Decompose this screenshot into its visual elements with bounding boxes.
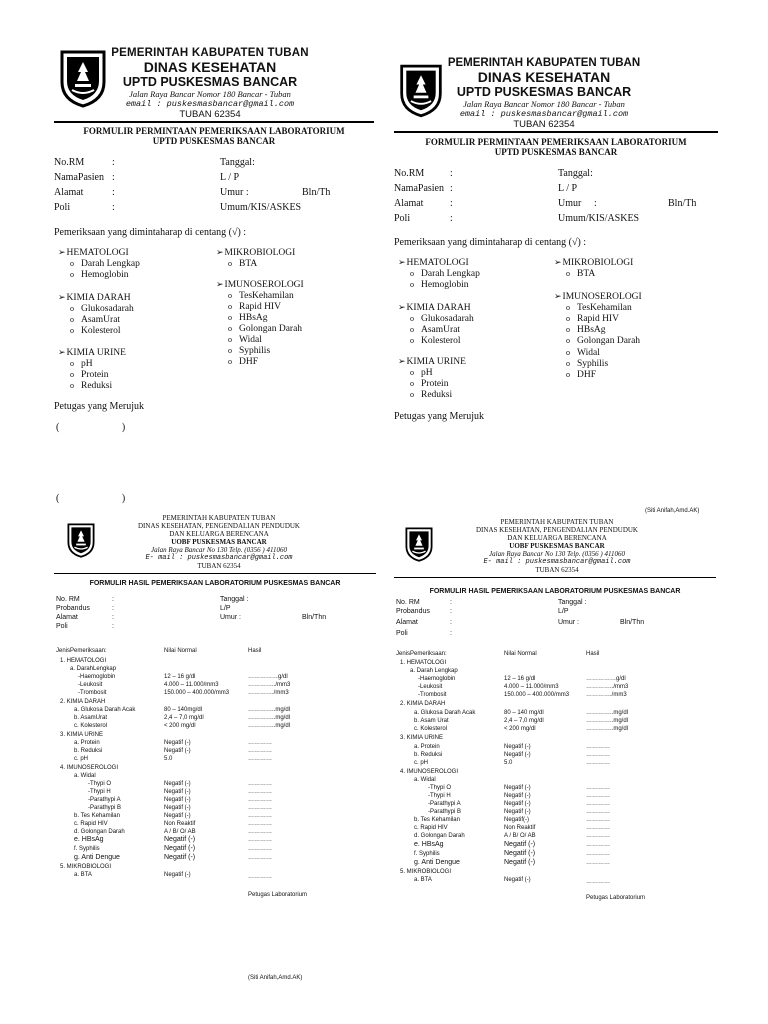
normal-leukosit: 4.000 – 11.000/mm3	[164, 682, 219, 688]
label-alamat: Alamat	[394, 198, 424, 209]
result-thypi-o: …………	[248, 781, 272, 787]
instruction-text: Pemeriksaan yang dimintaharap di centang (√) :	[394, 237, 587, 248]
regency-emblem-logo	[398, 62, 444, 123]
result-trombosit: …………./mm3	[248, 690, 289, 696]
poli-value: Umum/KIS/ASKES	[220, 202, 302, 213]
item-parathypi-a: -Parathypi A	[428, 801, 461, 807]
header-address: Jalan Raya Bancar No 130 Telp. (0356 ) 411060	[489, 550, 625, 558]
checkbox-kolesterol[interactable]: o Kolesterol	[410, 335, 461, 347]
item-asam-urat: b. Asam Urat	[414, 718, 449, 724]
label-umur: Umur :	[220, 187, 249, 198]
petugas-merujuk-label: Petugas yang Merujuk	[54, 401, 144, 412]
checkbox-hemoglobin[interactable]: o Hemoglobin	[70, 269, 129, 281]
item-rapid-hiv: c. Rapid HIV	[414, 825, 448, 831]
normal-haemoglobin: 12 – 16 g/dl	[504, 676, 536, 682]
header-dept: DINAS KESEHATAN, PENGENDALIAN PENDUDUK	[138, 522, 300, 530]
category-kimia-darah: ➢ KIMIA DARAH	[58, 292, 131, 304]
section-hematologi: 1. HEMATOLOGI	[400, 660, 447, 666]
checkbox-reduksi[interactable]: o Reduksi	[410, 389, 452, 401]
signer-name: (Siti Anifah,Amd.AK)	[248, 975, 303, 981]
header-address: Jalan Raya Bancar No 130 Telp. (0356 ) 411060	[151, 546, 287, 554]
result-syphilis: …………	[248, 846, 272, 852]
col-header-jenis: JenisPemeriksaan:	[56, 648, 107, 654]
result-asam-urat: …………..mg/dl	[586, 718, 629, 724]
category-imunoserologi: ➢ IMUNOSEROLOGI	[554, 291, 642, 303]
checkbox-dhf[interactable]: o DHF	[566, 369, 596, 381]
header-unit: UPTD PUSKESMAS BANCAR	[456, 85, 632, 99]
regency-emblem-logo	[66, 520, 96, 565]
header-divider	[394, 131, 718, 133]
header-dept: DINAS KESEHATAN, PENGENDALIAN PENDUDUK	[476, 526, 638, 534]
label-probandus: Probandus	[396, 608, 430, 615]
normal-rapid-hiv: Non Reaktif	[504, 825, 536, 831]
label-no-rm: No.RM	[394, 168, 425, 179]
result-anti-dengue: …………	[586, 860, 610, 866]
checkbox-hbsag[interactable]: o HBsAg	[566, 324, 606, 336]
petugas-laboratorium-label: Petugas Laboratorium	[586, 895, 646, 901]
label-tanggal: Tanggal:	[220, 157, 255, 168]
item-reduksi: b. Reduksi	[74, 748, 103, 754]
item-golongan-darah: d. Golongan Darah	[74, 829, 125, 835]
label-bln-thn: Bln/Thn	[620, 619, 645, 626]
result-bta: …………	[586, 879, 610, 885]
result-leukosit: …………../mm3	[586, 684, 629, 690]
result-ph: …………	[248, 756, 272, 762]
normal-anti-dengue: Negatif (-)	[164, 854, 196, 861]
category-kimia-urine: ➢ KIMIA URINE	[58, 347, 126, 359]
category-hematologi: ➢ HEMATOLOGI	[58, 247, 129, 259]
item-hbsag: e. HBsAg	[74, 836, 104, 843]
normal-rapid-hiv: Non Reaktif	[164, 821, 196, 827]
header-unit: UOBF PUSKESMAS BANCAR	[171, 538, 267, 546]
header-email: email : puskesmasbancar@gmail.com	[459, 109, 629, 119]
header-dept-cont: DAN KELUARGA BERENCANA	[507, 534, 607, 542]
label-no-rm: No.RM	[54, 157, 85, 168]
item-thypi-o: -Thypi O	[88, 781, 112, 787]
colon: :	[112, 157, 115, 168]
item-rapid-hiv: c. Rapid HIV	[74, 821, 108, 827]
header-gov: PEMERINTAH KABUPATEN TUBAN	[447, 57, 641, 69]
regency-emblem-logo	[58, 48, 108, 113]
col-header-normal: Nilai Normal	[164, 648, 197, 654]
item-asam-urat: b. AsamUrat	[74, 715, 108, 721]
result-parathypi-a: …………	[248, 797, 272, 803]
checkbox-protein[interactable]: o Protein	[70, 369, 108, 381]
item-darah-lengkap: a. Darah Lengkap	[410, 668, 458, 674]
checkbox-asamurat[interactable]: o AsamUrat	[70, 314, 120, 326]
item-trombosit: -Trombosit	[78, 690, 107, 696]
header-email: email : puskesmasbancar@gmail.com	[125, 99, 295, 109]
normal-syphilis: Negatif (-)	[164, 845, 196, 852]
normal-tes-kehamilan: Negatif(-)	[504, 817, 530, 823]
checkbox-bta[interactable]: o BTA	[566, 268, 595, 280]
header-gov: PEMERINTAH KABUPATEN TUBAN	[111, 47, 309, 59]
header-city: TUBAN 62354	[197, 562, 241, 570]
normal-asam-urat: 2,4 – 7,0 mg/dl	[504, 718, 544, 724]
normal-trombosit: 150.000 – 400.000/mm3	[164, 690, 230, 696]
normal-parathypi-b: Negatif (-)	[164, 805, 191, 811]
result-rapid-hiv: …………	[586, 825, 610, 831]
result-protein: …………	[586, 744, 610, 750]
checkbox-rapid-hiv[interactable]: o Rapid HIV	[228, 301, 281, 313]
item-thypi-h: -Thypi H	[428, 793, 451, 799]
label-nama-pasien: NamaPasien	[394, 183, 444, 194]
form-title: FORMULIR PERMINTAAN PEMERIKSAAN LABORATORIUM	[83, 126, 345, 136]
item-thypi-o: -Thypi O	[428, 785, 452, 791]
result-reduksi: …………	[248, 748, 272, 754]
normal-hbsag: Negatif (-)	[164, 836, 196, 843]
header-address: Jalan Raya Bancar Nomor 180 Bancar - Tuban	[129, 89, 291, 99]
item-anti-dengue: g. Anti Dengue	[74, 854, 120, 861]
label-alamat: Alamat	[56, 614, 78, 621]
header-city: TUBAN 62354	[535, 566, 579, 574]
checkbox-syphilis[interactable]: o Syphilis	[566, 358, 608, 370]
checkbox-widal[interactable]: o Widal	[228, 334, 262, 346]
label-umur: Umur :	[220, 614, 241, 621]
col-header-hasil: Hasil	[248, 648, 262, 654]
checkbox-golongan-darah[interactable]: o Golongan Darah	[228, 323, 302, 335]
checkbox-hemoglobin[interactable]: o Hemoglobin	[410, 279, 469, 291]
item-tes-kehamilan: b. Tes Kehamilan	[74, 813, 120, 819]
header-dept: DINAS KESEHATAN	[143, 59, 277, 75]
normal-hbsag: Negatif (-)	[504, 841, 536, 848]
normal-bta: Negatif (-)	[504, 877, 531, 883]
result-kolesterol: …………..mg/dl	[248, 723, 291, 729]
normal-parathypi-b: Negatif (-)	[504, 809, 531, 815]
label-alamat: Alamat	[54, 187, 84, 198]
result-parathypi-b: …………	[248, 805, 272, 811]
checkbox-darah-lengkap[interactable]: o Darah Lengkap	[410, 268, 480, 280]
item-ph: c. pH	[74, 756, 89, 762]
checkbox-hbsag[interactable]: o HBsAg	[228, 312, 268, 324]
header-divider	[54, 121, 374, 123]
result-hbsag: …………	[586, 842, 610, 848]
normal-kolesterol: < 200 mg/dl	[504, 726, 536, 732]
form-subtitle: UPTD PUSKESMAS BANCAR	[494, 147, 618, 157]
label-gender: L/P	[220, 605, 231, 612]
label-gender: L / P	[220, 172, 240, 183]
checkbox-glukosadarah[interactable]: o Glukosadarah	[70, 303, 134, 315]
colon: :	[450, 168, 453, 179]
result-tes-kehamilan: …………	[586, 817, 610, 823]
section-kimia-darah: 2. KIMIA DARAH	[60, 699, 106, 705]
result-glukosa: …………..mg/dl	[586, 710, 629, 716]
colon: :	[112, 187, 115, 198]
instruction-text: Pemeriksaan yang dimintaharap di centang (√) :	[54, 227, 247, 238]
header-dept-cont: DAN KELUARGA BERENCANA	[169, 530, 269, 538]
normal-protein: Negatif (-)	[504, 744, 531, 750]
colon: :	[112, 605, 114, 612]
result-hbsag: …………	[248, 837, 272, 843]
result-trombosit: …………./mm3	[586, 692, 627, 698]
checkbox-darah-lengkap[interactable]: o Darah Lengkap	[70, 258, 140, 270]
normal-ph: 5.0	[164, 756, 173, 762]
petugas-merujuk-label: Petugas yang Merujuk	[394, 411, 484, 422]
result-kolesterol: …………..mg/dl	[586, 726, 629, 732]
item-glukosa: a. Glukosa Darah Acak	[414, 710, 476, 716]
checkbox-teskehamilan[interactable]: o TesKehamilan	[566, 302, 632, 314]
item-darah-lengkap: a. DarahLengkap	[70, 666, 117, 672]
item-bta: a. BTA	[414, 877, 432, 883]
label-gender: L/P	[558, 608, 569, 615]
result-rapid-hiv: …………	[248, 821, 272, 827]
label-alamat: Alamat	[396, 619, 418, 626]
normal-tes-kehamilan: Negatif (-)	[164, 813, 191, 819]
label-tanggal: Tanggal :	[220, 596, 249, 603]
normal-thypi-o: Negatif (-)	[504, 785, 531, 791]
result-leukosit: …………../mm3	[248, 682, 291, 688]
item-kolesterol: c. Kolesterol	[74, 723, 108, 729]
result-anti-dengue: …………	[248, 855, 272, 861]
normal-reduksi: Negatif (-)	[164, 748, 191, 754]
result-thypi-h: …………	[586, 793, 610, 799]
col-header-normal: Nilai Normal	[504, 651, 537, 657]
category-kimia-darah: ➢ KIMIA DARAH	[398, 302, 471, 314]
result-tes-kehamilan: …………	[248, 813, 272, 819]
normal-golongan-darah: A / B/ O/ AB	[504, 833, 536, 839]
result-protein: …………	[248, 740, 272, 746]
normal-syphilis: Negatif (-)	[504, 850, 536, 857]
signer-name: (Siti Anifah,Amd.AK)	[645, 508, 700, 514]
result-golongan-darah: …………	[586, 833, 610, 839]
colon: :	[450, 630, 452, 637]
normal-glukosa: 80 – 140mg/dl	[164, 707, 203, 713]
label-no-rm: No. RM	[396, 599, 420, 606]
colon: :	[450, 619, 452, 626]
header-gov: PEMERINTAH KABUPATEN TUBAN	[162, 514, 276, 522]
checkbox-kolesterol[interactable]: o Kolesterol	[70, 325, 121, 337]
colon: :	[450, 198, 453, 209]
poli-value: Umum/KIS/ASKES	[558, 213, 640, 224]
header-address: Jalan Raya Bancar Nomor 180 Bancar - Tuban	[463, 99, 625, 109]
item-leukosit: -Leukosit	[418, 684, 443, 690]
header-divider	[394, 577, 716, 578]
item-tes-kehamilan: b. Tes Kehamilan	[414, 817, 460, 823]
label-umur: Umur :	[558, 619, 579, 626]
checkbox-dhf[interactable]: o DHF	[228, 356, 258, 368]
item-widal: a. Widal	[74, 773, 96, 779]
label-poli: Poli	[396, 630, 408, 637]
label-gender: L / P	[558, 183, 578, 194]
item-leukosit: -Leukosit	[78, 682, 103, 688]
section-mikrobiologi: 5. MIKROBIOLOGI	[400, 869, 452, 875]
section-hematologi: 1. HEMATOLOGI	[60, 658, 107, 664]
label-bln-thn: Bln/Thn	[302, 614, 327, 621]
checkbox-rapid-hiv[interactable]: o Rapid HIV	[566, 313, 619, 325]
colon: :	[112, 623, 114, 630]
normal-anti-dengue: Negatif (-)	[504, 859, 536, 866]
header-unit: UOBF PUSKESMAS BANCAR	[509, 542, 605, 550]
header-city: TUBAN 62354	[179, 109, 241, 120]
checkbox-reduksi[interactable]: o Reduksi	[70, 380, 112, 392]
item-widal: a. Widal	[414, 777, 436, 783]
form-title: FORMULIR HASIL PEMERIKSAAN LABORATORIUM PUSKESMAS BANCAR	[89, 580, 341, 587]
checkbox-ph[interactable]: o pH	[410, 367, 433, 379]
section-kimia-urine: 3. KIMIA URINE	[60, 732, 104, 738]
form-subtitle: UPTD PUSKESMAS BANCAR	[152, 136, 276, 146]
normal-haemoglobin: 12 – 16 g/dl	[164, 674, 196, 680]
section-imunoserologi: 4. IMUNOSEROLOGI	[400, 769, 459, 775]
section-mikrobiologi: 5. MIKROBIOLOGI	[60, 864, 112, 870]
results-table	[396, 650, 716, 908]
section-kimia-darah: 2. KIMIA DARAH	[400, 701, 446, 707]
item-syphilis: f. Syphilis	[414, 851, 440, 857]
item-protein: a. Protein	[414, 744, 440, 750]
normal-reduksi: Negatif (-)	[504, 752, 531, 758]
colon: :	[594, 198, 597, 209]
checkbox-glukosadarah[interactable]: o Glukosadarah	[410, 313, 474, 325]
header-unit: UPTD PUSKESMAS BANCAR	[122, 75, 298, 89]
normal-ph: 5.0	[504, 760, 513, 766]
result-parathypi-b: …………	[586, 809, 610, 815]
header-city: TUBAN 62354	[513, 119, 575, 130]
result-thypi-h: …………	[248, 789, 272, 795]
normal-glukosa: 80 – 140 mg/dl	[504, 710, 544, 716]
item-thypi-h: -Thypi H	[88, 789, 111, 795]
normal-golongan-darah: A / B/ O/ AB	[164, 829, 196, 835]
item-bta: a. BTA	[74, 872, 92, 878]
normal-leukosit: 4.000 – 11.000/mm3	[504, 684, 559, 690]
result-reduksi: …………	[586, 752, 610, 758]
checkbox-protein[interactable]: o Protein	[410, 378, 448, 390]
section-imunoserologi: 4. IMUNOSEROLOGI	[60, 765, 119, 771]
colon: :	[450, 213, 453, 224]
label-nama-pasien: NamaPasien	[54, 172, 104, 183]
checkbox-bta[interactable]: o BTA	[228, 258, 257, 270]
normal-trombosit: 150.000 – 400.000/mm3	[504, 692, 570, 698]
normal-thypi-h: Negatif (-)	[164, 789, 191, 795]
item-parathypi-b: -Parathypi B	[428, 809, 462, 815]
result-thypi-o: …………	[586, 785, 610, 791]
header-gov: PEMERINTAH KABUPATEN TUBAN	[500, 518, 614, 526]
normal-bta: Negatif (-)	[164, 872, 191, 878]
result-haemoglobin: ……………g/dl	[586, 676, 626, 682]
item-glukosa: a. Glukosa Darah Acak	[74, 707, 136, 713]
normal-parathypi-a: Negatif (-)	[164, 797, 191, 803]
item-golongan-darah: d. Golongan Darah	[414, 833, 465, 839]
normal-kolesterol: < 200 mg/dl	[164, 723, 196, 729]
signature-line: ( )	[56, 493, 126, 504]
result-parathypi-a: …………	[586, 801, 610, 807]
result-syphilis: …………	[586, 851, 610, 857]
checkbox-asamurat[interactable]: o AsamUrat	[410, 324, 460, 336]
category-imunoserologi: ➢ IMUNOSEROLOGI	[216, 279, 304, 291]
regency-emblem-logo	[404, 524, 434, 569]
result-golongan-darah: …………	[248, 829, 272, 835]
category-mikrobiologi: ➢ MIKROBIOLOGI	[554, 257, 633, 269]
label-tanggal: Tanggal:	[558, 168, 593, 179]
label-umur: Umur	[558, 198, 582, 209]
colon: :	[112, 596, 114, 603]
checkbox-widal[interactable]: o Widal	[566, 347, 600, 359]
checkbox-golongan-darah[interactable]: o Golongan Darah	[566, 335, 640, 347]
form-title: FORMULIR PERMINTAAN PEMERIKSAAN LABORATORIUM	[425, 137, 687, 147]
item-ph: c. pH	[414, 760, 429, 766]
result-haemoglobin: ……………g/dl	[248, 674, 288, 680]
category-kimia-urine: ➢ KIMIA URINE	[398, 356, 466, 368]
item-kolesterol: c. Kolesterol	[414, 726, 448, 732]
result-bta: …………	[248, 874, 272, 880]
item-anti-dengue: g. Anti Dengue	[414, 859, 460, 866]
label-no-rm: No. RM	[56, 596, 80, 603]
item-protein: a. Protein	[74, 740, 100, 746]
col-header-hasil: Hasil	[586, 651, 600, 657]
item-haemoglobin: -Haemoglobin	[78, 674, 116, 680]
result-glukosa: …………..mg/dl	[248, 707, 291, 713]
label-bln-th: Bln/Th	[668, 198, 697, 209]
normal-parathypi-a: Negatif (-)	[504, 801, 531, 807]
label-poli: Poli	[56, 623, 68, 630]
label-poli: Poli	[394, 213, 411, 224]
label-bln-th: Bln/Th	[302, 187, 331, 198]
colon: :	[112, 614, 114, 621]
normal-thypi-h: Negatif (-)	[504, 793, 531, 799]
label-probandus: Probandus	[56, 605, 90, 612]
category-mikrobiologi: ➢ MIKROBIOLOGI	[216, 247, 295, 259]
normal-asam-urat: 2,4 – 7,0 mg/dl	[164, 715, 204, 721]
normal-thypi-o: Negatif (-)	[164, 781, 191, 787]
header-email: E- mail : puskesmasbancar@gmail.com	[145, 554, 293, 562]
checkbox-ph[interactable]: o pH	[70, 358, 93, 370]
category-hematologi: ➢ HEMATOLOGI	[398, 257, 469, 269]
colon: :	[450, 599, 452, 606]
result-asam-urat: …………..mg/dl	[248, 715, 291, 721]
results-table	[56, 647, 376, 907]
label-tanggal: Tanggal :	[558, 599, 587, 606]
item-syphilis: f. Syphilis	[74, 846, 100, 852]
item-parathypi-b: -Parathypi B	[88, 805, 122, 811]
checkbox-syphilis[interactable]: o Syphilis	[228, 345, 270, 357]
col-header-jenis: JenisPemeriksaan:	[396, 651, 447, 657]
form-title: FORMULIR HASIL PEMERIKSAAN LABORATORIUM PUSKESMAS BANCAR	[429, 588, 681, 595]
item-haemoglobin: -Haemoglobin	[418, 676, 456, 682]
colon: :	[450, 183, 453, 194]
section-kimia-urine: 3. KIMIA URINE	[400, 735, 444, 741]
signature-line: ( )	[56, 422, 126, 433]
item-parathypi-a: -Parathypi A	[88, 797, 121, 803]
result-ph: …………	[586, 760, 610, 766]
item-hbsag: e. HBsAg	[414, 841, 444, 848]
normal-protein: Negatif (-)	[164, 740, 191, 746]
petugas-laboratorium-label: Petugas Laboratorium	[248, 892, 308, 898]
label-poli: Poli	[54, 202, 71, 213]
item-reduksi: b. Reduksi	[414, 752, 443, 758]
item-trombosit: -Trombosit	[418, 692, 447, 698]
checkbox-teskehamilan[interactable]: o TesKehamilan	[228, 290, 294, 302]
colon: :	[450, 608, 452, 615]
header-divider	[54, 573, 376, 574]
header-dept: DINAS KESEHATAN	[477, 69, 611, 85]
header-email: E- mail : puskesmasbancar@gmail.com	[483, 558, 631, 566]
colon: :	[112, 172, 115, 183]
colon: :	[112, 202, 115, 213]
